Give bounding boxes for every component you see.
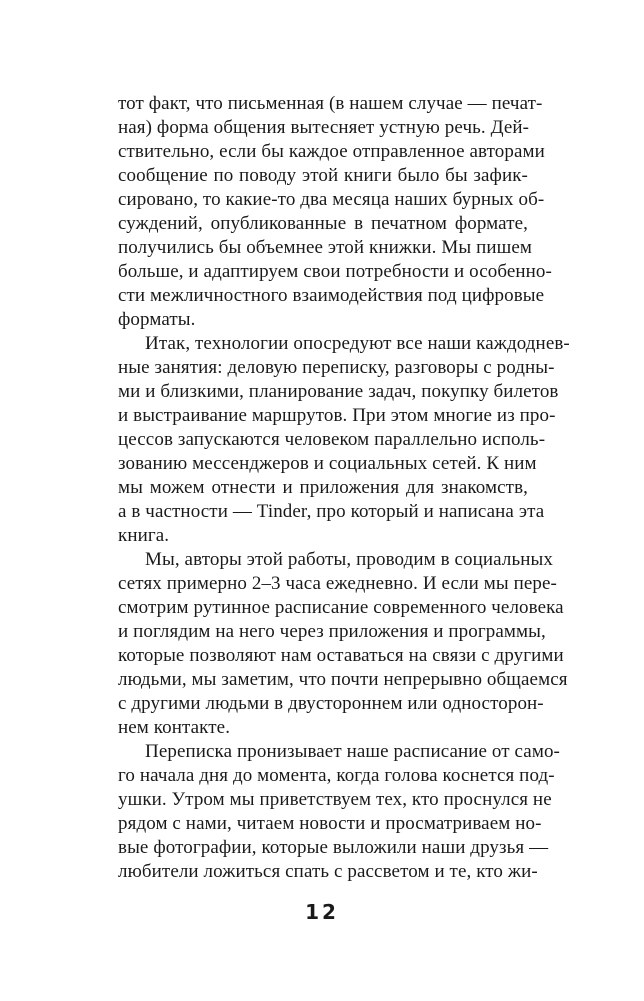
text-line: сетях примерно 2–3 часа ежедневно. И если мы пере- [118, 573, 557, 594]
text-line: сообщение по поводу этой книги было бы зафик- [118, 165, 528, 186]
text-line: Итак, технологии опосредуют все наши каждоднев- [145, 333, 570, 354]
paragraph-4 [118, 740, 560, 884]
text-line: получились бы объемнее этой книжки. Мы пишем [118, 237, 533, 258]
text-line: сировано, то какие-то два месяца наших бурных об- [118, 189, 545, 210]
text-line: цессов запускаются человеком параллельно исполь- [118, 429, 546, 450]
paragraph-3 [118, 548, 568, 740]
text-line: нем контакте. [118, 717, 231, 738]
text-line: с другими людьми в двустороннем или односторон- [118, 693, 544, 714]
text-line: мы можем отнести и приложения для знакомств, [118, 477, 528, 498]
text-line: форматы. [118, 309, 196, 330]
text-line: которые позволяют нам оставаться на связи с другими [118, 645, 564, 666]
text-line: людьми, мы заметим, что почти непрерывно общаемся [118, 669, 568, 690]
text-line: ушки. Утром мы приветствуем тех, кто проснулся не [118, 789, 552, 810]
text-line: ми и близкими, планирование задач, покупку билетов [118, 381, 559, 402]
text-line: больше, и адаптируем свои потребности и особенно- [118, 261, 552, 282]
text-line: и выстраивание маршрутов. При этом многие из про- [118, 405, 556, 426]
text-line: ные занятия: деловую переписку, разговоры с родны- [118, 357, 555, 378]
text-line: зованию мессенджеров и социальных сетей. К ним [118, 453, 537, 474]
text-line: любители ложиться спать с рассветом и те, кто жи- [118, 861, 538, 882]
page-number: 12 [305, 900, 339, 924]
paragraph-1 [118, 92, 552, 332]
text-line: и поглядим на него через приложения и программы, [118, 621, 546, 642]
text-line: вые фотографии, которые выложили наши друзья — [118, 837, 549, 858]
text-line: а в частности — Tinder, про который и написана эта [118, 501, 545, 522]
paragraph-2 [118, 332, 570, 548]
text-line: суждений, опубликованные в печатном формате, [118, 213, 528, 234]
text-line: книга. [118, 525, 170, 546]
text-line: сти межличностного взаимодействия под цифровые [118, 285, 545, 306]
body-text [118, 92, 570, 884]
text-line: Мы, авторы этой работы, проводим в социальных [145, 549, 553, 570]
text-line: ная) форма общения вытесняет устную речь. Дей- [118, 117, 530, 138]
text-line: ствительно, если бы каждое отправленное авторами [118, 141, 545, 162]
text-line: тот факт, что письменная (в нашем случае — печат- [118, 93, 543, 114]
text-line: Переписка пронизывает наше расписание от само- [145, 741, 560, 762]
text-line: го начала дня до момента, когда голова коснется под- [118, 765, 555, 786]
text-line: рядом с нами, читаем новости и просматриваем но- [118, 813, 542, 834]
text-line: смотрим рутинное расписание современного человека [118, 597, 564, 618]
